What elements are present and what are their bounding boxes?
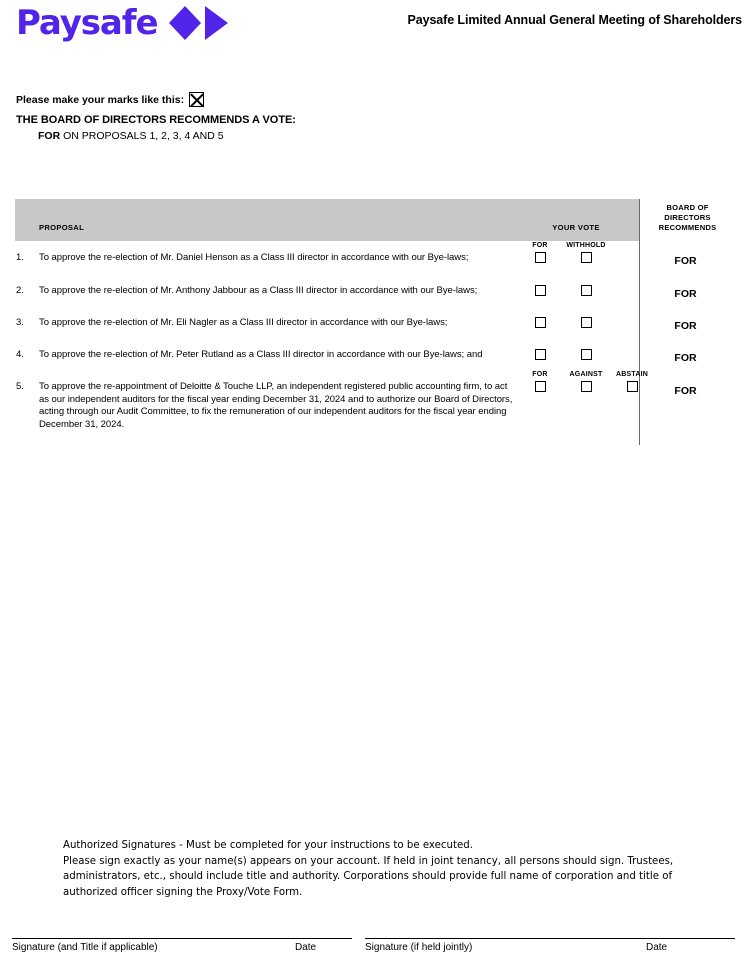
- proposal-number: 4.: [16, 349, 24, 360]
- vote-table: [15, 199, 732, 430]
- proposal-text: To approve the re-appointment of Deloitte & Touche LLP, an independent registered public accounting firm, to act as our independent auditors for the fiscal year ending December 31, 2024 and to authorize our Board of Directors, acting through our Audit Committee, to fix the remuneration of our independent auditors for the fiscal year ending December 31, 2024.: [39, 381, 513, 430]
- vote-option-withhold[interactable]: [559, 241, 613, 263]
- vote-checkbox-withhold[interactable]: [581, 317, 592, 328]
- logo-wordmark: Paysafe: [16, 3, 158, 43]
- vote-checkbox-for[interactable]: [535, 252, 546, 263]
- page-header: [0, 0, 747, 62]
- vote-cell: [513, 370, 648, 402]
- board-recommendation: FOR: [674, 255, 697, 267]
- signature-block-primary: [12, 938, 352, 962]
- proposal-text: To approve the re-election of Mr. Daniel Henson as a Class III director in accordance with our Bye-laws;: [39, 252, 469, 263]
- vote-checkbox-against[interactable]: [581, 381, 592, 392]
- signature-instruction-line-3: administrators, etc., should include title and authority. Corporations should provide full name of corporation and title of: [63, 871, 673, 883]
- signature-date-label-primary: Date: [295, 942, 317, 954]
- board-recommendation: FOR: [674, 288, 697, 300]
- signature-lines: [0, 938, 747, 962]
- signature-rule[interactable]: [12, 938, 352, 939]
- vote-checkbox-for[interactable]: [535, 381, 546, 392]
- column-header-your-vote: YOUR VOTE: [552, 223, 600, 232]
- proposal-row: [15, 241, 732, 274]
- signature-rule[interactable]: [365, 938, 735, 939]
- paysafe-diamond-arrow-icon: [168, 4, 230, 42]
- signature-instructions: [63, 838, 674, 900]
- proposal-text: To approve the re-election of Mr. Peter Rutland as a Class III director in accordance with our Bye-laws; and: [39, 349, 483, 360]
- board-recommendation-heading: THE BOARD OF DIRECTORS RECOMMENDS A VOTE:: [16, 114, 296, 126]
- signature-label-primary: Signature (and Title if applicable): [12, 942, 158, 954]
- vote-checkbox-withhold[interactable]: [581, 349, 592, 360]
- board-header-line-1: BOARD OF: [666, 203, 709, 212]
- vote-option-withhold[interactable]: [559, 306, 613, 328]
- vote-table-header: [15, 199, 732, 241]
- vote-cell: [513, 274, 639, 306]
- proposal-number: 3.: [16, 317, 24, 328]
- vote-option-label: FOR: [532, 242, 548, 249]
- mark-instruction-row: [16, 92, 204, 107]
- vote-cell: [513, 241, 639, 273]
- proposal-text: To approve the re-election of Mr. Anthony Jabbour as a Class III director in accordance with our Bye-laws;: [39, 285, 478, 296]
- board-recommendation-detail: [38, 130, 224, 142]
- column-header-board-recommends: [643, 203, 732, 233]
- signature-block-joint: [365, 938, 735, 962]
- vote-option-withhold[interactable]: [559, 338, 613, 360]
- vote-cell: [513, 306, 639, 338]
- signature-instruction-line-4: authorized officer signing the Proxy/Vote Form.: [63, 886, 303, 898]
- proposal-number: 2.: [16, 285, 24, 296]
- vote-checkbox-withhold[interactable]: [581, 252, 592, 263]
- board-recommendation-proposals: ON PROPOSALS 1, 2, 3, 4 AND 5: [60, 130, 224, 142]
- signature-instruction-line-1: Authorized Signatures - Must be completed for your instructions to be executed.: [63, 840, 473, 851]
- vote-option-abstain[interactable]: [605, 370, 659, 392]
- signature-date-label-joint: Date: [646, 942, 668, 954]
- vote-checkbox-abstain[interactable]: [627, 381, 638, 392]
- board-header-line-3: RECOMMENDS: [658, 223, 717, 232]
- header-gray-band: [15, 199, 639, 241]
- board-recommendation: FOR: [674, 352, 697, 364]
- vote-option-label: ABSTAIN: [616, 371, 648, 378]
- proposal-row: [15, 274, 732, 306]
- proposal-text: To approve the re-election of Mr. Eli Nagler as a Class III director in accordance with our Bye-laws;: [39, 317, 448, 328]
- paysafe-logo: [16, 4, 230, 42]
- board-header-line-2: DIRECTORS: [664, 213, 711, 222]
- vote-option-withhold[interactable]: [559, 274, 613, 296]
- board-recommendation: FOR: [674, 385, 697, 397]
- proposal-number: 1.: [16, 252, 24, 263]
- signature-instruction-line-2: Please sign exactly as your name(s) appears on your account. If held in joint tenancy, all persons should sign. Trustees,: [63, 855, 674, 867]
- vote-checkbox-for[interactable]: [535, 285, 546, 296]
- proposal-rows: [15, 241, 732, 430]
- vote-checkbox-for[interactable]: [535, 349, 546, 360]
- vote-checkbox-withhold[interactable]: [581, 285, 592, 296]
- meeting-title: Paysafe Limited Annual General Meeting of Shareholders: [407, 13, 742, 27]
- vote-option-label: FOR: [532, 371, 548, 378]
- vote-cell: [513, 338, 639, 370]
- x-mark-checkbox-icon: [189, 92, 204, 107]
- vote-option-label: AGAINST: [569, 371, 603, 378]
- column-header-proposal: PROPOSAL: [39, 223, 85, 232]
- proposal-row: [15, 306, 732, 338]
- vote-checkbox-for[interactable]: [535, 317, 546, 328]
- signature-label-joint: Signature (if held jointly): [365, 942, 473, 954]
- vote-option-label: WITHHOLD: [566, 242, 606, 249]
- mark-instruction-label: Please make your marks like this:: [16, 93, 185, 106]
- board-recommendation: FOR: [674, 320, 697, 332]
- board-recommendation-emphasis: FOR: [38, 130, 61, 142]
- proposal-number: 5.: [16, 381, 24, 392]
- proposal-row: [15, 370, 732, 430]
- proposal-row: [15, 338, 732, 370]
